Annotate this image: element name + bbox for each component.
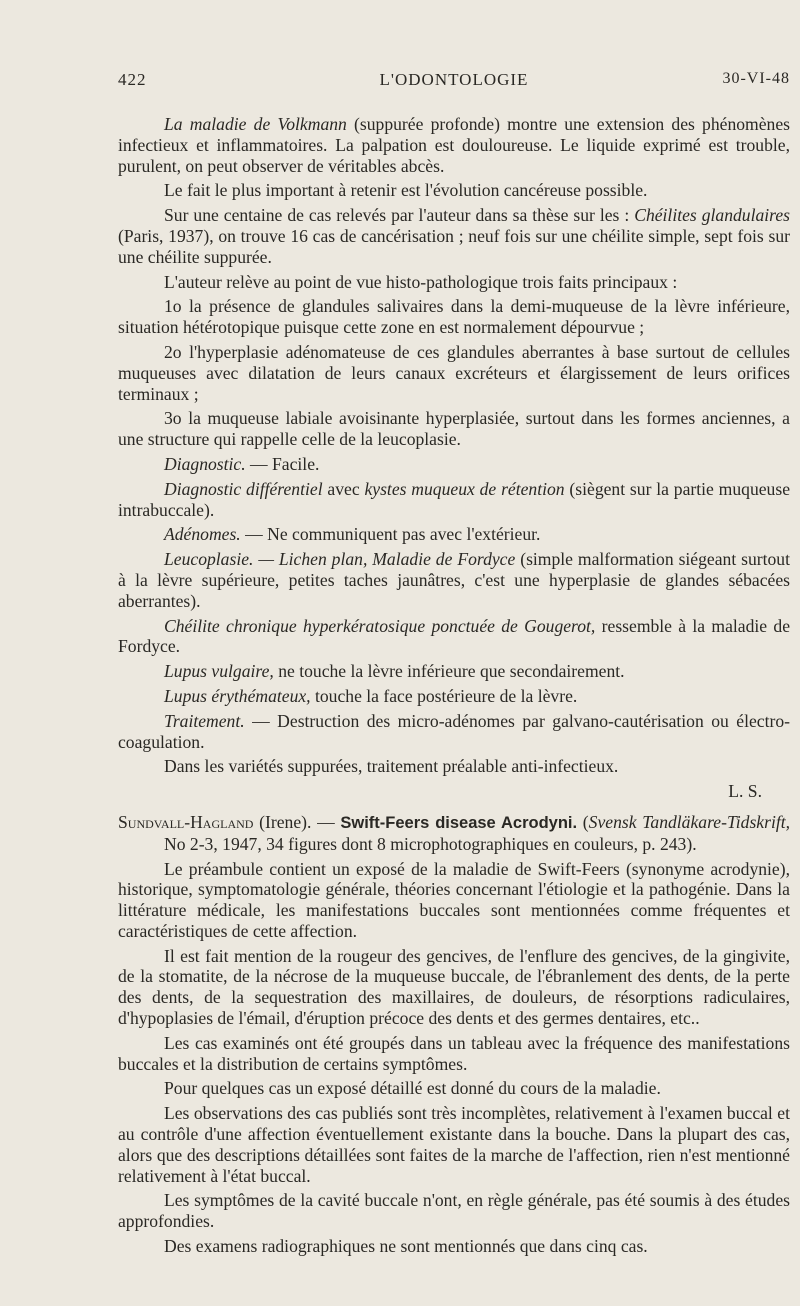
article-body xyxy=(118,114,790,1261)
journal-title: L'ODONTOLOGIE xyxy=(379,70,529,89)
paragraph-differential: Diagnostic différentiel avec kystes muqueux de rétention (siègent sur la partie muqueuse intrabuccale). xyxy=(118,478,790,520)
paragraph: Les observations des cas publiés sont très incomplètes, relativement à l'examen buccal et au contrôle d'une affection éventuellement existante dans la bouche. Dans la plupart des cas, alors que des descriptions détaillées sont faites de la marche de l'affection, rien n'est mentionné relativement à l'état buccal. xyxy=(118,1103,790,1186)
author-signature: L. S. xyxy=(728,781,762,802)
list-item-3: 3o la muqueuse labiale avoisinante hyperplasiée, surtout dans les formes anciennes, a une structure qui rappelle celle de la leucoplasie. xyxy=(118,408,790,450)
paragraph: Le préambule contient un exposé de la maladie de Swift-Feers (synonyme acrodynie), historique, symptomatologie générale, théories concernant l'étiologie et la pathogénie. Dans la littérature médicale, les manifestations buccales sont mentionnées comme fréquentes et caractéristiques de cette affection. xyxy=(118,858,790,941)
paragraph: Pour quelques cas un exposé détaillé est donné du cours de la maladie. xyxy=(164,1078,661,1099)
paragraph-adenomes: Adénomes. — Ne communiquent pas avec l'extérieur. xyxy=(164,524,541,545)
paragraph-suppurees: Dans les variétés suppurées, traitement préalable anti-infectieux. xyxy=(164,756,619,777)
paragraph-lupus-erythemateux: Lupus érythémateux, touche la face postérieure de la lèvre. xyxy=(164,685,578,706)
reference-journal: Svensk Tandläkare-Tidskrift, xyxy=(588,811,791,832)
issue-date: 30-VI-48 xyxy=(722,70,790,87)
paragraph: Les symptômes de la cavité buccale n'ont, en règle générale, pas été soumis à des études approfondies. xyxy=(118,1190,790,1232)
paragraph-histo: L'auteur relève au point de vue histo-pathologique trois faits principaux : xyxy=(164,271,678,292)
paragraph-cases: Sur une centaine de cas relevés par l'auteur dans sa thèse sur les : Chéilites glandulaires (Paris, 1937), on trouve 16 cas de cancérisation ; neuf fois sur une chéilite simple, sept fois sur une chéilite suppurée. xyxy=(118,205,791,267)
paragraph-cheilite: Chéilite chronique hyperkératosique ponctuée de Gougerot, ressemble à la maladie de Fordyce. xyxy=(118,615,791,657)
paragraph-traitement: Traitement. — Destruction des micro-adénomes par galvano-cautérisation ou électro-coagulation. xyxy=(118,710,790,752)
list-item-2: 2o l'hyperplasie adénomateuse de ces glandules aberrantes à base surtout de cellules muqueuses avec dilatation de leurs canaux excréteurs et élargissement de leurs orifices terminaux ; xyxy=(118,341,790,404)
paragraph-lupus-vulgaire: Lupus vulgaire, ne touche la lèvre inférieure que secondairement. xyxy=(164,661,625,682)
page-number: 422 xyxy=(118,70,147,89)
list-item-1: 1o la présence de glandules salivaires dans la demi-muqueuse de la lèvre inférieure, situation hétérotopique puisque cette zone en est normalement dépourvue ; xyxy=(118,296,790,338)
paragraph-evolution: Le fait le plus important à retenir est l'évolution cancéreuse possible. xyxy=(164,180,648,201)
reference-author: Sundvall-Hagland xyxy=(118,811,254,832)
running-header xyxy=(118,70,790,96)
reference-title: Swift-Feers disease Acrodyni. xyxy=(340,813,578,832)
paragraph: Des examens radiographiques ne sont mentionnés que dans cinq cas. xyxy=(164,1236,648,1257)
paragraph-diagnostic: Diagnostic. — Facile. xyxy=(164,453,320,474)
bibliographic-reference: Sundvall-Hagland (Irene). — Swift-Feers disease Acrodyni. (Svensk Tandläkare-Tidskrift, No 2-3, 1947, 34 figures dont 8 microphotographiques en couleurs, p. 243). xyxy=(118,811,791,854)
paragraph-volkmann: La maladie de Volkmann (suppurée profonde) montre une extension des phénomènes infectieux et inflammatoires. La palpation est douloureuse. Le liquide exprimé est trouble, purulent, on peut observer de véritables abcès. xyxy=(118,114,791,176)
paragraph: Les cas examinés ont été groupés dans un tableau avec la fréquence des manifestations buccales et la distribution de certains symptômes. xyxy=(118,1032,790,1074)
paragraph-leucoplasie: Leucoplasie. — Lichen plan, Maladie de Fordyce (simple malformation siégeant surtout à la lèvre supérieure, petites taches jaunâtres, c'est une hyperplasie de glandes sébacées aberrantes). xyxy=(118,549,790,611)
paragraph: Il est fait mention de la rougeur des gencives, de l'enflure des gencives, de la gingivite, de la stomatite, de la nécrose de la muqueuse buccale, de l'ébranlement des dents, de la perte des dents, de la sequestration des maxillaires, de douleurs, de résorptions radiculaires, d'hypoplasies de l'émail, d'éruption précoce des dents et des germes dentaires, etc.. xyxy=(118,945,790,1029)
